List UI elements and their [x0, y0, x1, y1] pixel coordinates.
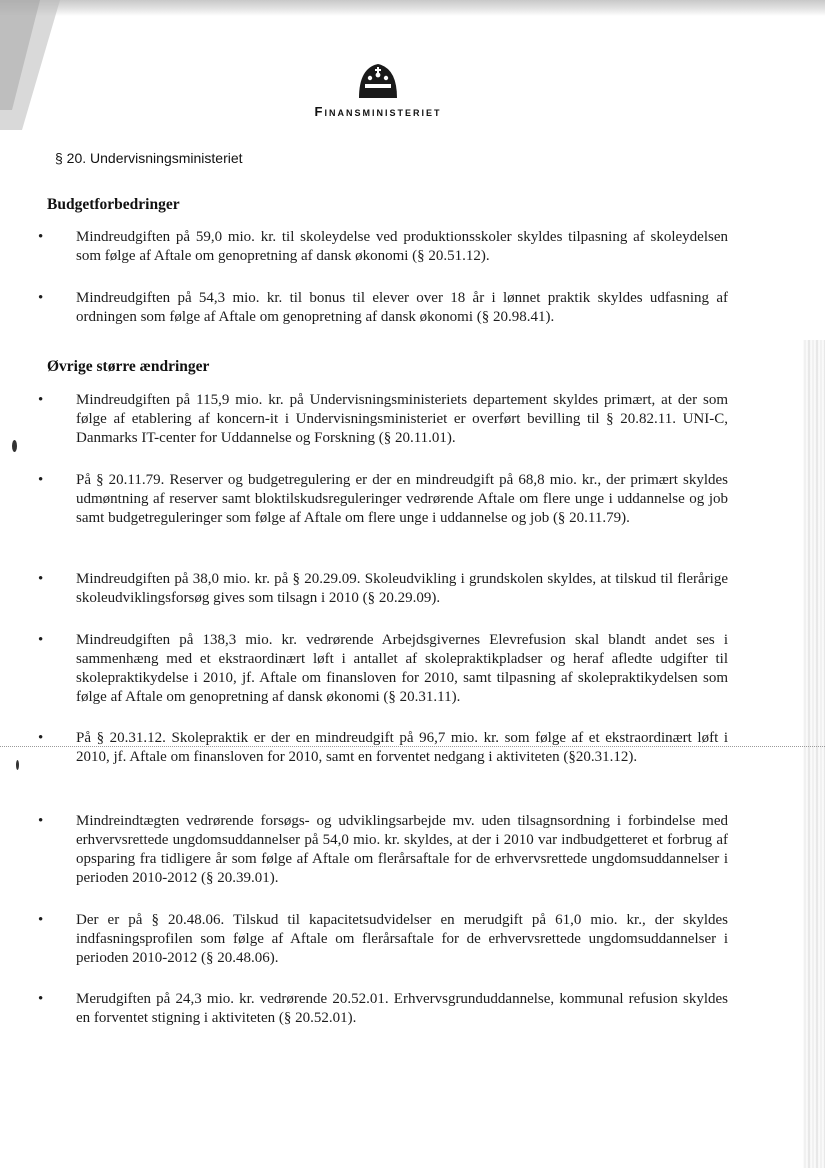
bullet-icon: •: [38, 632, 44, 648]
list-item-text: Mindreindtægten vedrørende forsøgs- og udviklingsarbejde mv. uden tilsagnsordning i forbindelse med erhvervsrettede ungdomsuddannelser på 54,0 mio. kr. skyldes, at der i 2010 var indbudgetteret et forbrug af opsparing fra tidligere år som følge af Aftale om flerårsaftale for de erhvervsrettede ungdomsuddannelser i perioden 2010-2012 (§ 20.39.01).: [76, 813, 728, 886]
bullet-icon: •: [38, 392, 44, 408]
list-item-text: Merudgiften på 24,3 mio. kr. vedrørende 20.52.01. Erhvervsgrunduddannelse, kommunal refusion skyldes en forventet stigning i aktiviteten (§ 20.52.01).: [76, 991, 728, 1026]
ministry-logo: [258, 58, 498, 119]
scan-edge-top: [0, 0, 825, 16]
bullet-icon: •: [38, 571, 44, 587]
logo-text: Finansministeriet: [314, 104, 442, 119]
list-item-text: På § 20.31.12. Skolepraktik er der en mindreudgift på 96,7 mio. kr. som følge af et ekstraordinært løft i 2010, jf. Aftale om finansloven for 2010, samt en forventet nedgang i aktiviteten (§20.31.12).: [76, 730, 728, 765]
section-title: § 20. Undervisningsministeriet: [55, 150, 243, 166]
list-item: [38, 228, 728, 266]
scan-speck: [12, 440, 17, 452]
list-item: [38, 631, 728, 707]
scan-speck: [16, 760, 19, 770]
list-item-text: Mindreudgiften på 54,3 mio. kr. til bonus til elever over 18 år i lønnet praktik skyldes udfasning af ordningen som følge af Aftale om genopretning af dansk økonomi (§ 20.98.41).: [76, 290, 728, 325]
list-item-text: Mindreudgiften på 59,0 mio. kr. til skoleydelse ved produktionsskoler skyldes tilpasning af skoleydelsen som følge af Aftale om genopretning af dansk økonomi (§ 20.51.12).: [76, 229, 728, 264]
list-item: [38, 570, 728, 608]
bullet-icon: •: [38, 229, 44, 245]
crown-icon: [355, 58, 401, 102]
bullet-icon: •: [38, 813, 44, 829]
list-item: [38, 911, 728, 968]
list-item-text: Mindreudgiften på 38,0 mio. kr. på § 20.29.09. Skoleudvikling i grundskolen skyldes, at tilskud til flerårige skoleudviklingsforsøg gives som tilsagn i 2010 (§ 20.29.09).: [76, 571, 728, 606]
list-item: [38, 471, 728, 528]
scan-corner-shadow: [0, 0, 60, 130]
bullet-icon: •: [38, 472, 44, 488]
list-item: [38, 812, 728, 888]
list-item-text: På § 20.11.79. Reserver og budgetregulering er der en mindreudgift på 68,8 mio. kr., der primært skyldes udmøntning af reserver samt bloktilskudsreguleringer vedrørende Aftale om flere unge i uddannelse og job samt budgetreguleringer som følge af Aftale om flere unge i uddannelse og job (§ 20.11.79).: [76, 472, 728, 526]
list-item-text: Mindreudgiften på 138,3 mio. kr. vedrørende Arbejdsgivernes Elevrefusion skal blandt andet ses i sammenhæng med et ekstraordinært løft i antallet af skolepraktikpladser og heraf afledte udgifter til skolepraktikydelse i 2010, jf. Aftale om finansloven for 2010, samt tilpasning af skolepraktikydelsen som følge af Aftale om genopretning af dansk økonomi (§ 20.31.11).: [76, 632, 728, 705]
list-item: [38, 990, 728, 1028]
list-item: [38, 289, 728, 327]
bullet-icon: •: [38, 290, 44, 306]
heading-budgetforbedringer: Budgetforbedringer: [47, 196, 180, 213]
list-item-text: Der er på § 20.48.06. Tilskud til kapacitetsudvidelser en merudgift på 61,0 mio. kr., der skyldes indfasningsprofilen som følge af Aftale om flerårsaftale for de erhvervsrettede ungdomsuddannelser i perioden 2010-2012 (§ 20.48.06).: [76, 912, 728, 966]
list-item: [38, 729, 728, 767]
list-item: [38, 391, 728, 448]
list-item-text: Mindreudgiften på 115,9 mio. kr. på Undervisningsministeriets departement skyldes primært, at der som følge af etablering af koncern-it i Undervisningsministeriet er overført bevilling til § 20.82.11. UNI-C, Danmarks IT-center for Uddannelse og Forskning (§ 20.11.01).: [76, 392, 728, 446]
bullet-icon: •: [38, 730, 44, 746]
heading-oevrige: Øvrige større ændringer: [47, 358, 210, 375]
scan-edge-right: [803, 340, 825, 1168]
bullet-icon: •: [38, 991, 44, 1007]
bullet-icon: •: [38, 912, 44, 928]
